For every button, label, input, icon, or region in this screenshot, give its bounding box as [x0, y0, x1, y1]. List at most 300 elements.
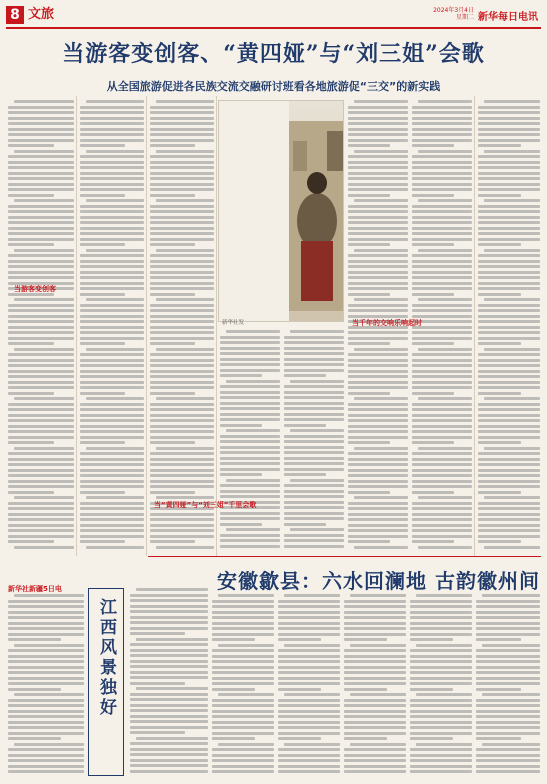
- text-line: [284, 369, 344, 372]
- text-line: [86, 397, 144, 400]
- text-line: [412, 441, 454, 444]
- text-line: [284, 424, 326, 427]
- text-line: [212, 677, 274, 680]
- text-line: [150, 425, 214, 428]
- text-line: [478, 166, 540, 169]
- article2-column-4: [410, 594, 472, 778]
- text-line: [8, 106, 74, 109]
- text-line: [344, 649, 406, 652]
- text-line: [476, 677, 540, 680]
- text-line: [350, 644, 406, 647]
- text-line: [478, 221, 540, 224]
- text-line: [476, 765, 540, 768]
- text-line: [412, 480, 472, 483]
- text-line: [410, 699, 472, 702]
- text-line: [80, 106, 144, 109]
- text-line: [156, 447, 214, 450]
- text-line: [14, 743, 84, 746]
- text-line: [150, 414, 214, 417]
- text-line: [150, 122, 214, 125]
- text-column-5: [284, 330, 344, 554]
- text-line: [348, 392, 390, 395]
- text-line: [80, 381, 144, 384]
- text-line: [212, 611, 274, 614]
- text-line: [344, 759, 406, 762]
- text-line: [348, 221, 408, 224]
- text-line: [410, 732, 472, 735]
- text-line: [354, 150, 408, 153]
- text-line: [80, 353, 144, 356]
- text-line: [220, 341, 280, 344]
- text-line: [14, 249, 74, 252]
- text-line: [410, 638, 453, 641]
- text-line: [278, 710, 340, 713]
- text-line: [348, 370, 408, 373]
- text-line: [344, 688, 387, 691]
- text-line: [350, 594, 406, 597]
- text-line: [284, 512, 344, 515]
- text-line: [410, 622, 472, 625]
- text-line: [412, 205, 472, 208]
- text-line: [150, 117, 214, 120]
- text-line: [8, 408, 74, 411]
- text-line: [476, 770, 540, 773]
- text-line: [478, 128, 540, 131]
- text-line: [344, 770, 406, 773]
- text-line: [348, 524, 408, 527]
- text-line: [348, 205, 408, 208]
- text-line: [80, 183, 144, 186]
- text-line: [80, 210, 144, 213]
- text-line: [412, 194, 454, 197]
- text-line: [8, 529, 74, 532]
- text-line: [278, 770, 340, 773]
- text-line: [8, 315, 74, 318]
- text-line: [86, 150, 144, 153]
- text-line: [348, 238, 408, 241]
- text-line: [220, 369, 280, 372]
- photo-caption: 新华社发: [222, 320, 245, 326]
- text-line: [344, 638, 387, 641]
- text-line: [476, 655, 540, 658]
- text-line: [8, 480, 74, 483]
- text-line: [278, 655, 340, 658]
- text-line: [412, 381, 472, 384]
- text-line: [410, 633, 472, 636]
- text-line: [80, 144, 125, 147]
- text-line: [410, 748, 472, 751]
- text-line: [8, 265, 74, 268]
- masthead: [0, 0, 547, 28]
- text-line: [220, 363, 280, 366]
- text-line: [156, 496, 214, 499]
- text-line: [86, 100, 144, 103]
- text-line: [478, 502, 540, 505]
- text-line: [482, 644, 540, 647]
- text-line: [130, 770, 208, 773]
- text-line: [80, 469, 144, 472]
- text-line: [344, 600, 406, 603]
- text-line: [476, 627, 540, 630]
- text-line: [344, 737, 387, 740]
- text-line: [278, 704, 340, 707]
- text-line: [14, 447, 74, 450]
- text-line: [418, 496, 472, 499]
- text-line: [278, 737, 321, 740]
- text-line: [212, 605, 274, 608]
- text-line: [212, 682, 274, 685]
- text-line: [344, 616, 406, 619]
- text-line: [8, 452, 74, 455]
- text-line: [220, 534, 280, 537]
- text-line: [130, 649, 208, 652]
- text-line: [478, 392, 521, 395]
- text-line: [130, 726, 208, 729]
- text-line: [8, 117, 74, 120]
- text-line: [410, 721, 472, 724]
- text-line: [412, 469, 472, 472]
- text-line: [150, 243, 195, 246]
- photo-illustration: [219, 101, 344, 322]
- text-line: [478, 183, 540, 186]
- text-line: [80, 177, 144, 180]
- text-line: [416, 693, 472, 696]
- text-line: [14, 594, 84, 597]
- text-line: [212, 649, 274, 652]
- text-line: [284, 396, 344, 399]
- text-line: [476, 704, 540, 707]
- text-line: [80, 474, 144, 477]
- text-line: [8, 216, 74, 219]
- text-line: [218, 644, 274, 647]
- text-line: [220, 545, 280, 548]
- text-line: [8, 474, 74, 477]
- text-line: [220, 347, 280, 350]
- text-line: [478, 227, 540, 230]
- text-line: [344, 671, 406, 674]
- text-line: [218, 693, 274, 696]
- text-line: [348, 502, 408, 505]
- text-line: [8, 463, 74, 466]
- text-line: [478, 485, 540, 488]
- text-line: [348, 364, 408, 367]
- text-line: [478, 408, 540, 411]
- text-line: [284, 457, 344, 460]
- text-line: [80, 419, 144, 422]
- text-line: [130, 660, 208, 663]
- text-column-3: [150, 100, 214, 554]
- text-line: [478, 425, 540, 428]
- text-line: [8, 111, 74, 114]
- text-line: [80, 293, 125, 296]
- text-line: [226, 528, 280, 531]
- text-line: [136, 638, 208, 641]
- text-line: [150, 304, 214, 307]
- text-line: [478, 337, 540, 340]
- article-photo: [218, 100, 344, 322]
- text-line: [412, 430, 472, 433]
- text-line: [478, 243, 521, 246]
- text-line: [150, 364, 214, 367]
- text-line: [80, 375, 144, 378]
- text-line: [80, 194, 125, 197]
- text-line: [478, 287, 540, 290]
- text-line: [8, 359, 74, 362]
- text-line: [344, 666, 406, 669]
- text-line: [150, 359, 214, 362]
- text-line: [130, 704, 208, 707]
- text-line: [212, 688, 255, 691]
- text-line: [220, 418, 280, 421]
- text-line: [80, 265, 144, 268]
- text-line: [212, 616, 274, 619]
- text-line: [80, 507, 144, 510]
- text-line: [410, 655, 472, 658]
- text-line: [412, 518, 472, 521]
- text-line: [410, 688, 453, 691]
- text-line: [478, 535, 540, 538]
- text-line: [476, 660, 540, 663]
- text-line: [156, 249, 214, 252]
- text-line: [220, 385, 280, 388]
- text-line: [354, 249, 408, 252]
- text-line: [284, 391, 344, 394]
- text-line: [412, 458, 472, 461]
- text-line: [348, 425, 408, 428]
- article2-headline: 安徽歙县：六水回澜地 古韵徽州间: [217, 569, 540, 593]
- text-line: [80, 172, 144, 175]
- text-line: [476, 622, 540, 625]
- text-line: [476, 715, 540, 718]
- text-line: [476, 748, 540, 751]
- text-line: [348, 188, 408, 191]
- text-line: [412, 177, 472, 180]
- text-line: [478, 194, 521, 197]
- text-line: [412, 227, 472, 230]
- text-line: [80, 408, 144, 411]
- text-line: [478, 210, 540, 213]
- text-line: [8, 188, 74, 191]
- text-line: [14, 348, 74, 351]
- text-line: [348, 161, 408, 164]
- text-line: [14, 644, 84, 647]
- text-line: [212, 699, 274, 702]
- text-line: [150, 111, 214, 114]
- text-line: [412, 161, 472, 164]
- text-line: [220, 512, 280, 515]
- text-line: [80, 452, 144, 455]
- text-line: [412, 408, 472, 411]
- text-line: [80, 441, 125, 444]
- text-line: [212, 622, 274, 625]
- text-line: [412, 304, 472, 307]
- text-line: [80, 480, 144, 483]
- text-line: [348, 408, 408, 411]
- text-line: [412, 133, 472, 136]
- text-line: [212, 765, 274, 768]
- text-line: [80, 188, 144, 191]
- text-line: [8, 392, 54, 395]
- text-line: [478, 436, 540, 439]
- text-line: [348, 452, 408, 455]
- text-line: [220, 523, 262, 526]
- text-line: [220, 413, 280, 416]
- text-line: [8, 710, 84, 713]
- text-line: [348, 518, 408, 521]
- text-line: [156, 100, 214, 103]
- text-line: [278, 600, 340, 603]
- text-line: [150, 370, 214, 373]
- text-line: [80, 205, 144, 208]
- text-line: [80, 463, 144, 466]
- text-line: [278, 616, 340, 619]
- text-line: [348, 430, 408, 433]
- date-text: 2024年3月4日: [433, 7, 474, 14]
- text-line: [212, 638, 255, 641]
- text-line: [354, 496, 408, 499]
- text-line: [412, 188, 472, 191]
- text-line: [278, 666, 340, 669]
- text-line: [226, 330, 280, 333]
- text-line: [86, 546, 144, 549]
- text-line: [212, 633, 274, 636]
- text-line: [348, 491, 390, 494]
- text-line: [350, 693, 406, 696]
- text-line: [478, 463, 540, 466]
- text-line: [284, 407, 344, 410]
- text-line: [478, 254, 540, 257]
- text-line: [8, 699, 84, 702]
- text-line: [8, 375, 74, 378]
- text-line: [80, 260, 144, 263]
- text-line: [220, 407, 280, 410]
- text-line: [80, 331, 144, 334]
- text-line: [410, 616, 472, 619]
- text-line: [354, 447, 408, 450]
- text-line: [150, 309, 214, 312]
- text-line: [348, 535, 408, 538]
- text-line: [284, 523, 326, 526]
- text-line: [156, 546, 214, 549]
- text-line: [220, 374, 262, 377]
- text-line: [8, 353, 74, 356]
- text-line: [130, 709, 208, 712]
- text-line: [278, 622, 340, 625]
- text-line: [150, 485, 214, 488]
- text-line: [476, 726, 540, 729]
- text-line: [410, 611, 472, 614]
- text-line: [418, 199, 472, 202]
- text-line: [348, 419, 408, 422]
- text-line: [220, 490, 280, 493]
- text-line: [418, 348, 472, 351]
- text-column-8: [478, 100, 540, 554]
- text-line: [136, 737, 208, 740]
- text-line: [348, 485, 408, 488]
- text-line: [80, 337, 144, 340]
- text-line: [348, 375, 408, 378]
- text-line: [8, 144, 54, 147]
- text-line: [284, 594, 340, 597]
- text-line: [278, 677, 340, 680]
- text-line: [348, 227, 408, 230]
- text-line: [348, 111, 408, 114]
- text-line: [8, 155, 74, 158]
- text-line: [482, 693, 540, 696]
- text-line: [348, 463, 408, 466]
- text-line: [344, 611, 406, 614]
- text-line: [478, 205, 540, 208]
- text-line: [150, 326, 214, 329]
- text-line: [344, 682, 406, 685]
- text-line: [80, 227, 144, 230]
- text-line: [8, 616, 84, 619]
- text-line: [476, 754, 540, 757]
- text-line: [156, 199, 214, 202]
- text-line: [150, 139, 214, 142]
- text-line: [418, 397, 472, 400]
- text-line: [150, 161, 214, 164]
- text-line: [284, 545, 344, 548]
- text-line: [412, 524, 472, 527]
- text-line: [130, 605, 208, 608]
- text-line: [80, 304, 144, 307]
- text-line: [136, 588, 208, 591]
- text-line: [412, 474, 472, 477]
- text-line: [212, 660, 274, 663]
- text-line: [150, 166, 214, 169]
- text-line: [220, 424, 262, 427]
- text-line: [130, 682, 185, 685]
- text-line: [278, 638, 321, 641]
- text-line: [478, 122, 540, 125]
- text-line: [410, 715, 472, 718]
- text-line: [130, 665, 208, 668]
- text-line: [290, 528, 344, 531]
- text-line: [478, 474, 540, 477]
- text-line: [220, 391, 280, 394]
- text-line: [8, 770, 84, 773]
- text-line: [220, 396, 280, 399]
- text-line: [8, 386, 74, 389]
- text-line: [80, 414, 144, 417]
- text-line: [156, 298, 214, 301]
- text-line: [344, 732, 406, 735]
- text-line: [136, 687, 208, 690]
- text-line: [412, 309, 472, 312]
- text-line: [348, 441, 390, 444]
- text-line: [220, 457, 280, 460]
- text-line: [14, 546, 74, 549]
- text-line: [130, 621, 208, 624]
- text-line: [150, 353, 214, 356]
- text-line: [212, 721, 274, 724]
- text-line: [8, 688, 61, 691]
- text-line: [150, 513, 214, 516]
- text-line: [220, 435, 280, 438]
- text-line: [80, 392, 125, 395]
- text-line: [484, 447, 540, 450]
- text-line: [348, 342, 390, 345]
- text-line: [8, 183, 74, 186]
- text-line: [412, 128, 472, 131]
- text-line: [348, 243, 390, 246]
- subtitle-b: 当“黄四娅”与“刘三姐”千里会歌: [154, 501, 257, 509]
- text-line: [150, 144, 195, 147]
- text-line: [8, 381, 74, 384]
- text-line: [410, 649, 472, 652]
- text-line: [412, 238, 472, 241]
